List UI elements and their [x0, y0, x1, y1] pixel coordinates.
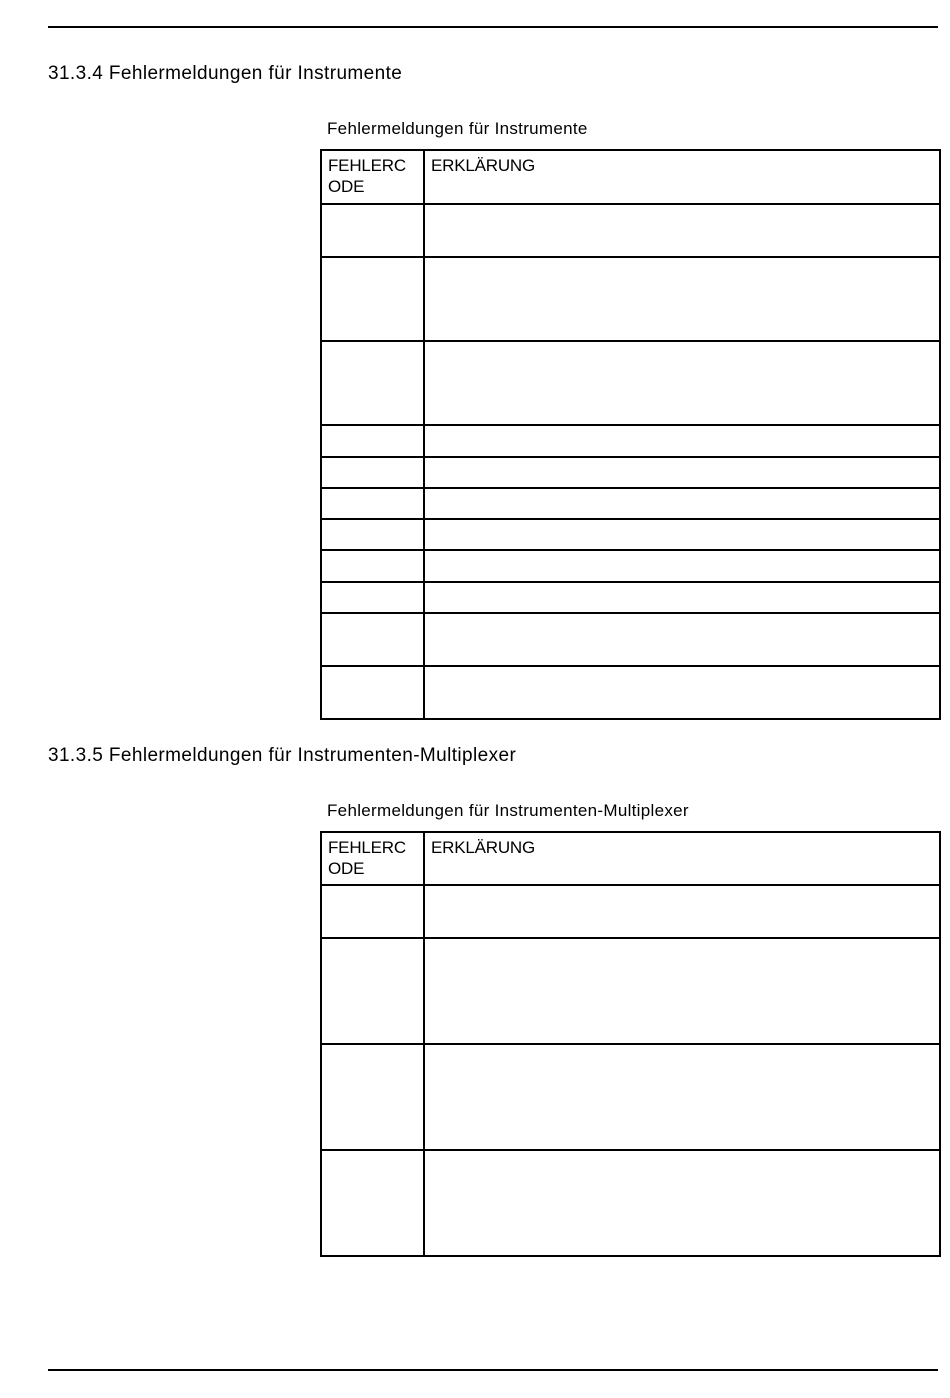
- column-header-code: FEHLERC ODE: [321, 832, 424, 885]
- table-caption-multiplexer: Fehlermeldungen für Instrumenten-Multiplexer: [327, 801, 689, 820]
- table-row: [321, 341, 940, 425]
- description-cell: [424, 613, 940, 666]
- column-header-description: ERKLÄRUNG: [424, 832, 940, 885]
- description-cell: [424, 488, 940, 519]
- column-header-description: ERKLÄRUNG: [424, 150, 940, 204]
- code-cell: [321, 1150, 424, 1256]
- table-row: [321, 613, 940, 666]
- code-cell: [321, 519, 424, 550]
- section-heading-multiplexer: 31.3.5 Fehlermeldungen für Instrumenten-Multiplexer: [48, 745, 517, 766]
- description-cell: [424, 582, 940, 613]
- code-cell: [321, 1044, 424, 1150]
- table-row: [321, 1150, 940, 1256]
- table-caption-instruments: Fehlermeldungen für Instrumente: [327, 119, 588, 138]
- table-row: [321, 425, 940, 457]
- multiplexer-error-table: [320, 831, 941, 1257]
- code-cell: [321, 550, 424, 582]
- description-cell: [424, 457, 940, 488]
- table-row: [321, 1044, 940, 1150]
- code-cell: [321, 257, 424, 341]
- code-cell: [321, 582, 424, 613]
- code-cell: [321, 666, 424, 719]
- description-cell: [424, 257, 940, 341]
- code-cell: [321, 204, 424, 257]
- description-cell: [424, 885, 940, 938]
- table-header-row: [321, 832, 940, 885]
- bottom-rule: [48, 1369, 938, 1371]
- table-row: [321, 519, 940, 550]
- table-row: [321, 257, 940, 341]
- description-cell: [424, 425, 940, 457]
- description-cell: [424, 550, 940, 582]
- table-row: [321, 582, 940, 613]
- description-cell: [424, 1044, 940, 1150]
- table-row: [321, 885, 940, 938]
- description-cell: [424, 204, 940, 257]
- code-cell: [321, 425, 424, 457]
- code-cell: [321, 938, 424, 1044]
- instrument-error-table: [320, 149, 941, 720]
- section-heading-instruments: 31.3.4 Fehlermeldungen für Instrumente: [48, 63, 403, 84]
- table-row: [321, 488, 940, 519]
- table-row: [321, 938, 940, 1044]
- table-row: [321, 666, 940, 719]
- description-cell: [424, 666, 940, 719]
- code-cell: [321, 488, 424, 519]
- description-cell: [424, 938, 940, 1044]
- description-cell: [424, 519, 940, 550]
- code-cell: [321, 341, 424, 425]
- code-cell: [321, 613, 424, 666]
- description-cell: [424, 1150, 940, 1256]
- code-cell: [321, 457, 424, 488]
- top-rule: [48, 26, 938, 28]
- table-row: [321, 457, 940, 488]
- description-cell: [424, 341, 940, 425]
- code-cell: [321, 885, 424, 938]
- table-row: [321, 550, 940, 582]
- table-row: [321, 204, 940, 257]
- column-header-code: FEHLERC ODE: [321, 150, 424, 204]
- table-header-row: [321, 150, 940, 204]
